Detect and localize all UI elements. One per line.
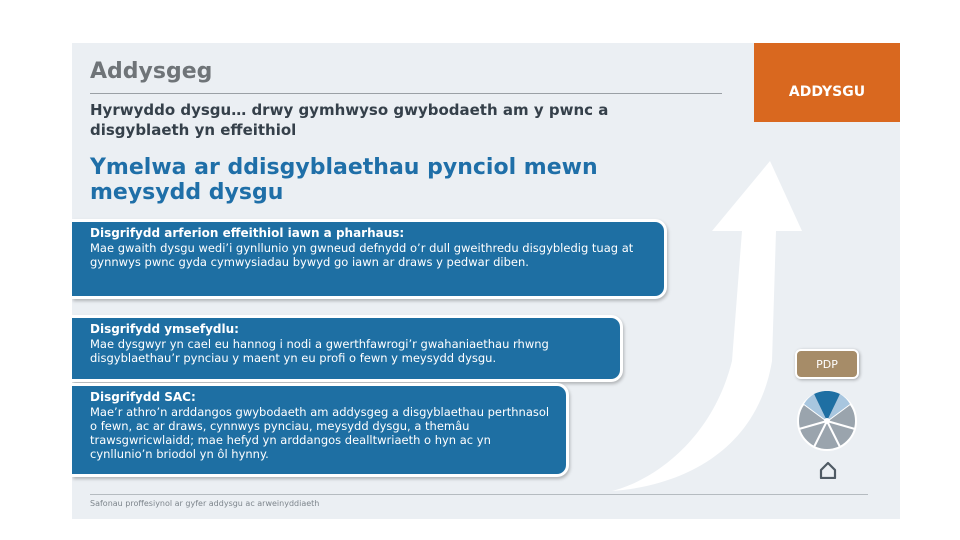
descriptor-box-sac xyxy=(72,383,569,477)
curved-up-arrow xyxy=(592,161,802,491)
footer-divider xyxy=(90,494,868,495)
descriptor-body: Mae gwaith dysgu wedi’i gynllunio yn gwneud defnydd o’r dull gweithredu disgybledig tuag at gynnwys pwnc gyda cymwysiadau bywyd go iawn ar draws y pedwar diben. xyxy=(90,241,634,269)
page-title: Addysgeg xyxy=(90,59,213,84)
addysgu-tab[interactable]: ADDYSGU xyxy=(754,43,900,122)
descriptor-box-sustained xyxy=(72,219,667,299)
subtitle: Hyrwyddo dysgu… drwy gymhwyso gwybodaeth am y pwnc a disgyblaeth yn effeithiol xyxy=(90,101,609,139)
pdp-button[interactable]: PDP xyxy=(795,349,859,379)
section-heading: Ymelwa ar ddisgyblaethau pynciol mewn meysydd dysgu xyxy=(90,155,598,205)
descriptor-body: Mae dysgwyr yn cael eu hannog i nodi a gwerthfawrogi’r gwahaniaethau rhwng disgyblaethau’r pynciau y maent yn eu profi o fewn y meysydd dysgu. xyxy=(90,337,549,365)
footer-text: Safonau proffesiynol ar gyfer addysgu ac arweinyddiaeth xyxy=(90,499,320,508)
segmented-wheel-icon[interactable] xyxy=(792,391,862,451)
home-icon[interactable] xyxy=(818,461,838,479)
descriptor-box-induction xyxy=(72,315,623,382)
slide xyxy=(72,43,900,519)
descriptor-title: Disgrifydd SAC: xyxy=(90,390,196,404)
title-divider xyxy=(90,93,722,94)
descriptor-title: Disgrifydd arferion effeithiol iawn a pharhaus: xyxy=(90,226,405,240)
descriptor-body: Mae’r athro’n arddangos gwybodaeth am addysgeg a disgyblaethau perthnasol o fewn, ac ar draws, cynnwys pynciau, meysydd dysgu, a themâu trawsgwricwlaidd; mae hefyd yn arddangos dealltwriaeth o hyn ac yn cynllunio’n briodol yn ôl hynny. xyxy=(90,405,550,461)
descriptor-title: Disgrifydd ymsefydlu: xyxy=(90,322,239,336)
